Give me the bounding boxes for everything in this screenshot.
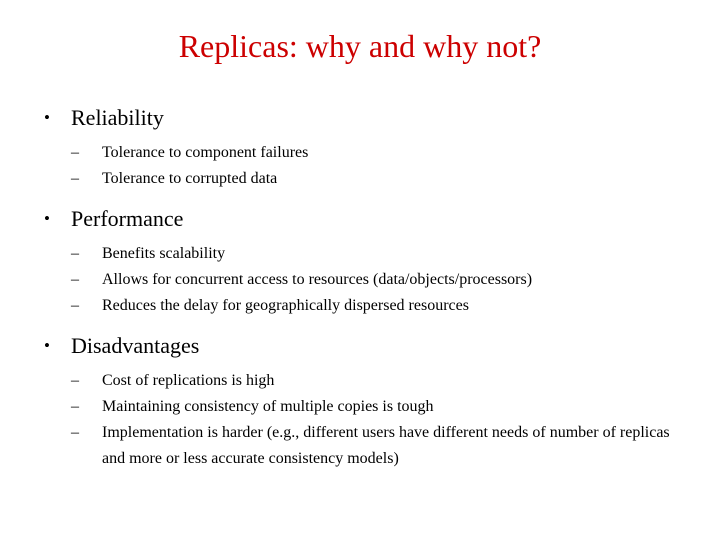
bullet-label: Performance [71, 206, 184, 231]
sub-item-text: Tolerance to corrupted data [102, 170, 278, 187]
bullet-label: Reliability [71, 105, 164, 130]
sub-item [44, 166, 684, 192]
sub-item [44, 368, 684, 394]
bullet-reliability [44, 104, 684, 132]
dash-icon: – [71, 170, 79, 187]
sub-item-text: Tolerance to component failures [102, 144, 309, 161]
sub-item [44, 241, 684, 267]
sub-item-text: Cost of replications is high [102, 372, 275, 389]
sub-item-text: Implementation is harder (e.g., different users have different needs of number of replicas and more or less accurate consistency models) [102, 424, 670, 467]
sub-item [44, 267, 684, 293]
dash-icon: – [71, 398, 79, 415]
bullet-dot-icon: • [44, 336, 50, 355]
sub-item-text: Benefits scalability [102, 245, 226, 262]
bullet-performance [44, 205, 684, 233]
dash-icon: – [71, 372, 79, 389]
dash-icon: – [71, 271, 79, 288]
bullet-dot-icon: • [44, 108, 50, 127]
sub-item-text: Reduces the delay for geographically dispersed resources [102, 297, 469, 314]
sublist-disadvantages [44, 368, 684, 472]
sub-item [44, 394, 684, 420]
dash-icon: – [71, 424, 79, 441]
slide-title: Replicas: why and why not? [178, 28, 542, 64]
sub-item [44, 140, 684, 166]
dash-icon: – [71, 144, 79, 161]
sub-item [44, 420, 684, 472]
bullet-list [44, 104, 684, 485]
sublist-reliability [44, 140, 684, 192]
sub-item-text: Allows for concurrent access to resources (data/objects/processors) [102, 271, 533, 288]
sublist-performance [44, 241, 684, 319]
bullet-dot-icon: • [44, 209, 50, 228]
dash-icon: – [71, 245, 79, 262]
dash-icon: – [71, 297, 79, 314]
bullet-disadvantages [44, 332, 684, 360]
sub-item [44, 293, 684, 319]
bullet-label: Disadvantages [71, 333, 200, 358]
sub-item-text: Maintaining consistency of multiple copies is tough [102, 398, 434, 415]
